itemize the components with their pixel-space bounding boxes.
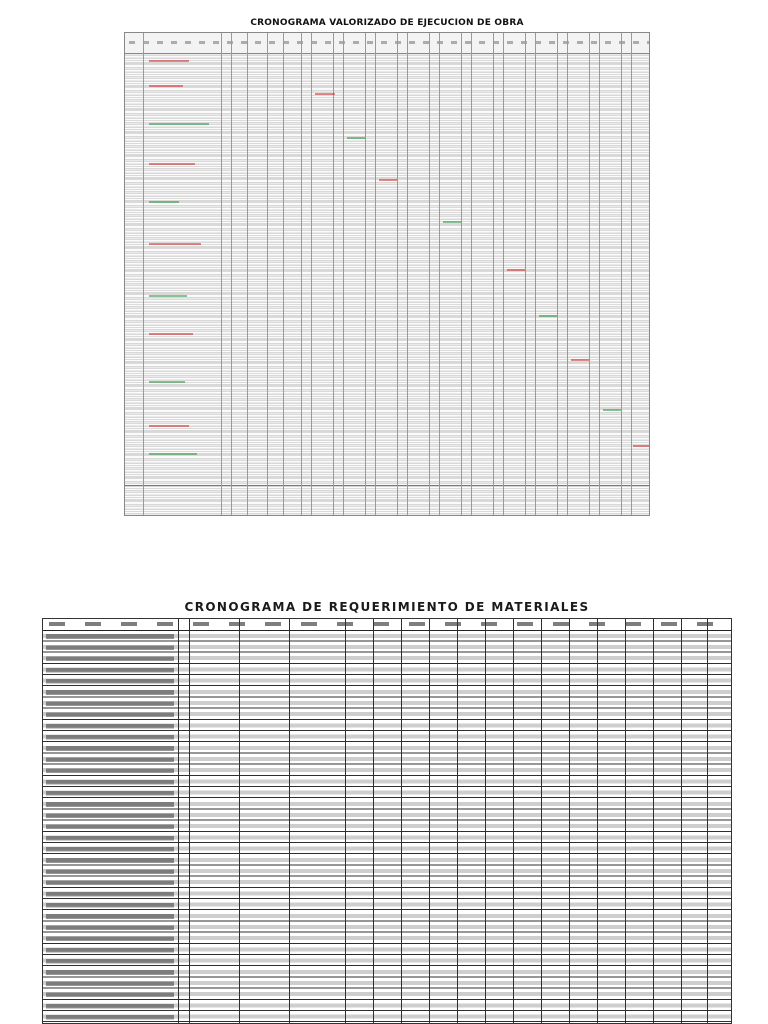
column-divider — [311, 33, 312, 515]
column-divider — [653, 619, 654, 1023]
section-heading-mark — [149, 85, 183, 87]
column-divider — [247, 33, 248, 515]
column-divider — [439, 33, 440, 515]
section-heading-mark — [149, 333, 193, 335]
section-heading-mark — [149, 453, 197, 455]
column-divider — [333, 33, 334, 515]
highlighted-cell — [603, 409, 621, 411]
description-column-text — [46, 631, 174, 1021]
column-divider — [283, 33, 284, 515]
highlighted-cell — [315, 93, 335, 95]
column-divider — [457, 619, 458, 1023]
column-divider — [471, 33, 472, 515]
column-divider — [597, 619, 598, 1023]
section-heading-mark — [149, 163, 195, 165]
highlighted-cell — [347, 137, 365, 139]
table-header-row — [125, 33, 649, 54]
column-divider — [375, 33, 376, 515]
column-divider — [407, 33, 408, 515]
column-divider — [625, 619, 626, 1023]
column-divider — [429, 33, 430, 515]
requerimiento-materiales-table — [42, 618, 732, 1024]
requerimiento-materiales-title: CRONOGRAMA DE REQUERIMIENTO DE MATERIALES — [184, 600, 590, 614]
column-divider — [143, 33, 144, 515]
section-heading-mark — [149, 60, 189, 62]
table-header-row — [43, 619, 731, 631]
column-divider — [267, 33, 268, 515]
column-divider — [231, 33, 232, 515]
highlighted-cell — [507, 269, 525, 271]
highlighted-cell — [443, 221, 461, 223]
column-divider — [541, 619, 542, 1023]
column-divider — [239, 619, 240, 1023]
column-divider — [365, 33, 366, 515]
column-divider — [631, 33, 632, 515]
section-heading-mark — [149, 295, 187, 297]
column-divider — [493, 33, 494, 515]
column-divider — [178, 619, 179, 1023]
cronograma-valorizado-table — [124, 32, 650, 516]
totals-separator — [125, 485, 649, 487]
column-divider — [485, 619, 486, 1023]
column-divider — [525, 33, 526, 515]
column-divider — [621, 33, 622, 515]
column-divider — [707, 619, 708, 1023]
column-divider — [345, 619, 346, 1023]
column-divider — [557, 33, 558, 515]
column-divider — [401, 619, 402, 1023]
section-heading-mark — [149, 201, 179, 203]
column-divider — [397, 33, 398, 515]
section-heading-mark — [149, 243, 201, 245]
column-divider — [301, 33, 302, 515]
section-heading-mark — [149, 123, 209, 125]
section-heading-mark — [149, 425, 189, 427]
column-divider — [681, 619, 682, 1023]
column-divider — [535, 33, 536, 515]
column-divider — [373, 619, 374, 1023]
cronograma-valorizado-title: CRONOGRAMA VALORIZADO DE EJECUCION DE OBRA — [250, 18, 524, 28]
section-heading-mark — [149, 381, 185, 383]
column-divider — [567, 33, 568, 515]
column-divider — [503, 33, 504, 515]
column-divider — [569, 619, 570, 1023]
cronograma-valorizado-sheet — [124, 14, 650, 516]
column-divider — [461, 33, 462, 515]
highlighted-cell — [571, 359, 589, 361]
column-divider — [289, 619, 290, 1023]
column-divider — [189, 619, 190, 1023]
column-divider — [599, 33, 600, 515]
column-divider — [221, 33, 222, 515]
requerimiento-materiales-sheet — [42, 596, 732, 1024]
column-divider — [513, 619, 514, 1023]
highlighted-cell — [379, 179, 397, 181]
highlighted-cell — [539, 315, 557, 317]
column-divider — [589, 33, 590, 515]
column-divider — [429, 619, 430, 1023]
highlighted-cell — [633, 445, 649, 447]
column-divider — [343, 33, 344, 515]
